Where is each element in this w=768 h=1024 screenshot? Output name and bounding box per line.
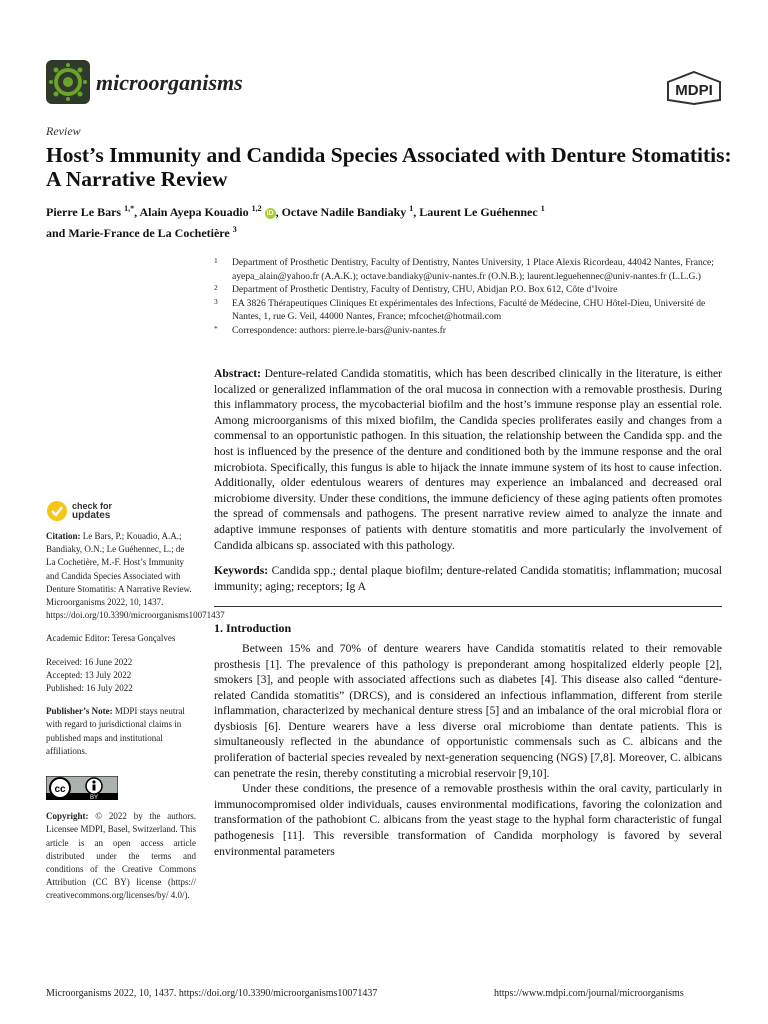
affiliations (214, 256, 726, 337)
footer-journal-link[interactable]: https://www.mdpi.com/journal/microorganisms (494, 988, 684, 999)
author-affil: 1,* (124, 204, 135, 213)
affiliation-item: 2 Department of Prosthetic Dentistry, Faculty of Dentistry, CHU, Abidjan P.O. Box 612, Côte d’Ivoire (214, 283, 618, 295)
publisher-name: MDPI (675, 82, 713, 99)
author-name: Alain Ayepa Kouadio (139, 205, 249, 219)
body-paragraph: Between 15% and 70% of denture wearers have Candida stomatitis related to their removable prosthesis [1]. The prevalence of this pathology is preponderant among hospitalized elderly people [2], smokers [3], and people with associated affections such as diabetes [4]. This disease also called “denture-related Candida stomatitis” (DRCS), and is considered an infectious inflammation, different from sterile inflammation, characterized by mechanical denture stress [5] and an imbalance of the oral microbial flora or dysbiosis [6]. Denture wearers have a less diverse oral microbiome than dentate patients. This is simultaneously reflected in the abundance of opportunistic commensals such as C. albicans and the proliferation of bacterial species revealed by next-generation sequencing (NGS) [7,8]. Moreover, C. albicans can penetrate the resin, thereby constituting a microbial reservoir [9,10]. (214, 641, 722, 780)
publishers-note: Publisher’s Note: MDPI stays neutral with regard to jurisdictional claims in published maps and institutional affiliations. (46, 706, 185, 756)
academic-editor: Academic Editor: Teresa Gonçalves (46, 633, 176, 644)
citation: Citation: Le Bars, P.; Kouadio, A.A.; Bandiaky, O.N.; Le Guéhennec, L.; de La Cochetière, M.-F. Host’s Immunity and Candida Species Associated with Denture Stomatitis: A Narrative Review. Microorganisms 2022, 10, 1437. https://doi.org/10.3390/microorganisms10071437 (46, 531, 225, 621)
footer-citation[interactable]: Microorganisms 2022, 10, 1437. https://doi.org/10.3390/microorganisms10071437 (46, 988, 378, 999)
affiliation-item: 3 EA 3826 Thérapeutiques Cliniques Et expérimentales des Infections, Faculté de Médecine, CHU Hôtel-Dieu, Université de Nantes, 1, rue G. Veil, 44000 Nantes, France; mfcochet@hotmail.com (214, 296, 706, 322)
body-paragraph: Under these conditions, the presence of a removable prosthesis within the oral cavity, particularly in immunocompromised older individuals, causes environmental modifications, favoring the colonization and transformation of the pathobiont C. albicans from the yeast stage to the hyphal form characteristic of fungal pathogenesis [11]. This reversible transformation of Candida morphology is favored by several environmental parameters (214, 782, 722, 858)
received-date: Received: 16 June 2022 (46, 656, 133, 667)
check-updates-icon (46, 500, 68, 522)
orcid-icon[interactable]: iD (266, 210, 274, 217)
author-affil: 1 (540, 204, 545, 213)
abstract: Abstract: Denture-related Candida stomatitis, which has been described clinically in the literature, is either localized or generalized inflammation of the oral mucosa in connection with a removable prosthesis. During this inflammatory process, the mycobacterial biofilm and the host’s immune response play an essential role. Among microorganisms of this mixed biofilm, the Candida species proliferates easily and changes from a commensal to an opportunistic pathogen. In this situation, the relationship between the Candida spp. and the host is influenced by the presence of the denture and conditioned both by the immune response and the oral microbiota. Specifically, this fungus is able to hijack the innate immune system of its host to cause infection. Additionally, older edentulous wearers of dentures may experience an imbalanced and decreased oral microbiome diversity. Under these conditions, the immune deficiency of these aging patients often promotes the spread of commensals and pathogens. The present narrative review aimed to analyze the innate and adaptive immune responses of patients with denture stomatitis and more particularly the involvement of Candida albicans sp. associated with this pathology. (214, 367, 722, 552)
author-name: Pierre Le Bars (46, 205, 122, 219)
author-list: Pierre Le Bars $^{1,*}$, Alain Ayepa Kouadio $^{1,2}$ iD , Octave Nadile Bandiaky $^1$, Laurent Le Guéhennec $^1$ and Marie-France de La Cochetière $^3$ (46, 204, 545, 240)
mdpi-logo-icon (664, 70, 724, 106)
article-title: Host’s Immunity and Candida Species Associated with Denture Stomatitis: A Narrative Review (46, 143, 732, 191)
copyright: Copyright: © 2022 by the authors. Licensee MDPI, Basel, Switzerland. This article is an open access article distributed under the terms and conditions of the Creative Commons Attribution (CC BY) license (https:// creativecommons.org/licenses/by/ 4.0/). (46, 811, 197, 901)
check-for-updates-button[interactable]: check for updates (46, 500, 196, 522)
journal-name: microorganisms (96, 70, 243, 95)
journal-logo-icon (46, 60, 90, 104)
author-affil: 1,2 (251, 204, 262, 213)
correspondence: * Correspondence: authors: pierre.le-bars@univ-nantes.fr (214, 323, 446, 336)
author-name: Laurent Le Guéhennec (419, 205, 538, 219)
keywords: Keywords: Candida spp.; dental plaque biofilm; denture-related Candida stomatitis; inflammation; mucosal immunity; aging; receptors; Ig A (214, 564, 722, 593)
section-title: 1. Introduction (214, 621, 292, 636)
dates (46, 656, 196, 696)
author-affil: 1 (409, 204, 414, 213)
cc-by-license-icon[interactable] (46, 776, 118, 800)
svg-text:BY: BY (89, 795, 99, 801)
author-name: Octave Nadile Bandiaky (281, 205, 407, 219)
published-date: Published: 16 July 2022 (46, 683, 133, 694)
sidebar (46, 500, 225, 913)
author-name: Marie-France de La Cochetière (68, 226, 230, 240)
svg-text:cc: cc (54, 784, 66, 796)
affiliation-item: 1 Department of Prosthetic Dentistry, Faculty of Dentistry, Nantes University, 1 Place Alexis Ricordeau, 44042 Nantes, France; ayepa_alain@yahoo.fr (A.A.K.); octave.bandiaky@univ-nantes.fr (O.N.B.); laurent.leguehennec@univ-nantes.fr (L.L.G.) (214, 256, 714, 282)
author-affil: 3 (232, 225, 237, 234)
divider (214, 606, 722, 607)
main-content (214, 366, 722, 859)
article-type: Review (46, 124, 81, 138)
accepted-date: Accepted: 13 July 2022 (46, 669, 132, 680)
